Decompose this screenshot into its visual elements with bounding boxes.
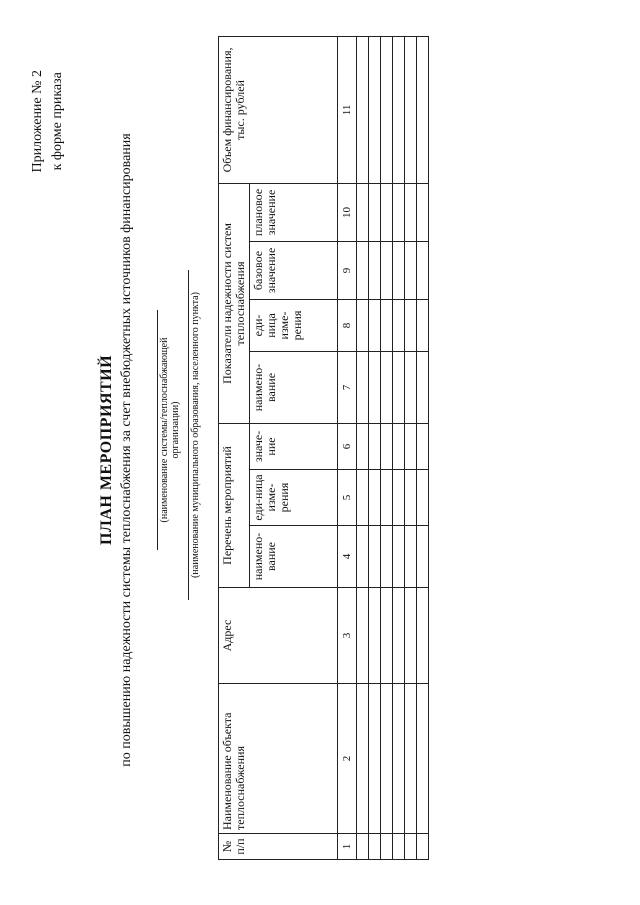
system-name-caption: (наименование системы/теплоснабжающей организации) — [159, 337, 181, 523]
table-cell — [381, 241, 393, 299]
table-cell — [369, 241, 381, 299]
annex-note — [28, 70, 68, 173]
table-cell — [369, 299, 381, 351]
table-cell — [393, 423, 405, 469]
table-cell — [369, 36, 381, 183]
table-cell — [369, 183, 381, 241]
table-cell — [405, 36, 417, 183]
table-cell — [393, 684, 405, 834]
column-number: 4 — [338, 526, 357, 588]
header-indicator-base: базовое значение — [250, 241, 338, 299]
municipality-name-line — [188, 270, 201, 600]
table-cell — [405, 684, 417, 834]
document-page — [10, 20, 610, 880]
table-cell — [369, 470, 381, 526]
table-cell — [405, 470, 417, 526]
annex-number: Приложение № 2 — [30, 70, 45, 173]
table-cell — [381, 423, 393, 469]
column-number: 1 — [338, 834, 357, 860]
table-cell — [357, 183, 369, 241]
header-measure-name: наимено-вание — [250, 526, 338, 588]
table-cell — [357, 526, 369, 588]
header-measures: Перечень мероприятий — [219, 423, 250, 587]
table-cell — [393, 183, 405, 241]
table-cell — [357, 36, 369, 183]
table-row — [393, 36, 405, 859]
table-cell — [417, 351, 429, 423]
table-cell — [357, 241, 369, 299]
table-cell — [357, 834, 369, 860]
table-cell — [417, 684, 429, 834]
table-cell — [381, 351, 393, 423]
table-cell — [417, 470, 429, 526]
table-cell — [405, 351, 417, 423]
annex-reference: к форме приказа — [50, 72, 65, 171]
table-cell — [357, 423, 369, 469]
table-cell — [381, 834, 393, 860]
table-cell — [417, 241, 429, 299]
table-cell — [405, 834, 417, 860]
table-cell — [417, 183, 429, 241]
document-title: ПЛАН МЕРОПРИЯТИЙ — [98, 354, 115, 546]
table-cell — [381, 470, 393, 526]
table-cell — [381, 588, 393, 684]
column-number: 6 — [338, 423, 357, 469]
table-row — [369, 36, 381, 859]
plan-table — [218, 36, 429, 860]
column-number: 8 — [338, 299, 357, 351]
table-cell — [381, 183, 393, 241]
table-cell — [393, 36, 405, 183]
table-cell — [381, 526, 393, 588]
table-cell — [417, 526, 429, 588]
column-number: 5 — [338, 470, 357, 526]
table-cell — [369, 684, 381, 834]
table-cell — [369, 526, 381, 588]
table-cell — [357, 470, 369, 526]
table-cell — [393, 834, 405, 860]
table-cell — [357, 588, 369, 684]
column-number: 9 — [338, 241, 357, 299]
header-indicator-name: наимено-вание — [250, 351, 338, 423]
table-cell — [393, 299, 405, 351]
table-cell — [369, 351, 381, 423]
column-number: 2 — [338, 684, 357, 834]
table-row — [357, 36, 369, 859]
header-funding: Объем финансирования, тыс. рублей — [219, 36, 338, 183]
municipality-name-caption: (наименование муниципального образования, населенного пункта) — [190, 292, 201, 578]
table-cell — [417, 423, 429, 469]
table-cell — [381, 299, 393, 351]
table-cell — [393, 588, 405, 684]
table-cell — [381, 684, 393, 834]
table-cell — [369, 588, 381, 684]
table-cell — [405, 241, 417, 299]
table-row — [381, 36, 393, 859]
table-cell — [369, 423, 381, 469]
column-number: 10 — [338, 183, 357, 241]
table-cell — [417, 588, 429, 684]
column-number-row — [338, 36, 357, 859]
column-number: 3 — [338, 588, 357, 684]
header-reliability: Показатели надежности систем теплоснабжения — [219, 183, 250, 423]
column-number: 7 — [338, 351, 357, 423]
table-cell — [369, 834, 381, 860]
table-row — [417, 36, 429, 859]
document-subtitle: по повышению надежности системы теплоснабжения за счет внебюджетных источников финансирования — [119, 133, 134, 767]
column-number: 11 — [338, 36, 357, 183]
table-cell — [405, 299, 417, 351]
system-name-line — [157, 310, 181, 550]
table-cell — [357, 299, 369, 351]
header-measure-unit: еди-ница изме-рения — [250, 470, 338, 526]
table-row — [405, 36, 417, 859]
header-address: Адрес — [219, 588, 338, 684]
header-indicator-plan: плановое значение — [250, 183, 338, 241]
table-cell — [357, 351, 369, 423]
table-cell — [393, 470, 405, 526]
header-num: № п/п — [219, 834, 338, 860]
table-cell — [393, 526, 405, 588]
header-indicator-unit: еди-ница изме-рения — [250, 299, 338, 351]
table-cell — [405, 183, 417, 241]
table-cell — [357, 684, 369, 834]
table-cell — [417, 834, 429, 860]
table-cell — [405, 588, 417, 684]
table-body — [357, 36, 429, 859]
table-cell — [393, 241, 405, 299]
table-cell — [381, 36, 393, 183]
table-cell — [393, 351, 405, 423]
table-cell — [417, 299, 429, 351]
table-cell — [417, 36, 429, 183]
header-object: Наименование объекта теплоснабжения — [219, 684, 338, 834]
header-measure-value: значе-ние — [250, 423, 338, 469]
table-cell — [405, 526, 417, 588]
table-cell — [405, 423, 417, 469]
